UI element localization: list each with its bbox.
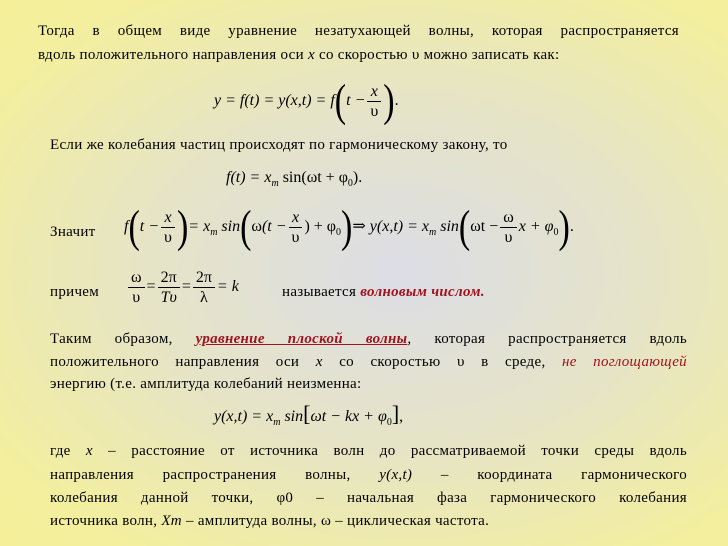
z-paren2-open: ( [240,201,252,252]
z-sin2: sin [440,218,459,236]
z-sin1: sin [221,218,241,236]
z-wt: ωt − [470,218,499,236]
z-t2: (t − [261,218,287,236]
intro-text: вдоль положительного направления оси [38,47,308,63]
definitions-line-1 [50,442,687,461]
eq1-t: t − [346,92,366,110]
pf-d3: λ [200,289,208,306]
z-num2: x [289,208,303,228]
frac-den: υ [370,103,379,120]
eq3-sin: sin [284,408,304,425]
z-den1: υ [164,229,172,246]
wave-number-caption [282,283,485,302]
intro-line-2 [38,46,679,65]
z-num1: x [161,208,175,228]
eq2-end: ). [352,169,363,186]
p3-l1b: , которая распространяется вдоль [407,331,687,347]
intro-text-end: со скоростью υ можно записать как: [314,47,560,63]
z-m2: m [428,227,437,239]
z-w1: ω [251,218,262,236]
p3-l2a: положительного направления оси [50,354,316,370]
harmonic-sentence: Если же колебания частиц происходят по гармоническому закону, то [50,137,508,153]
z-fraction-3 [500,208,517,247]
pf-n2: 2π [158,268,180,288]
z-paren2-close: ) [341,201,353,252]
p4-x: x [85,443,93,459]
definitions-line-2 [50,466,687,485]
paren-open: ( [334,75,347,126]
pf-n1: ω [128,268,145,288]
z-end: . [569,218,574,236]
equation-plane-wave [214,401,403,428]
p4-l2b: – координата гармонического [412,467,687,483]
z-xphi: x + φ [518,218,554,236]
z-zero2: 0 [553,227,559,239]
pf-1 [128,268,145,307]
equation-wave-general [214,75,399,126]
z-paren1-open: ( [128,201,140,252]
eq3-bracket-open: [ [303,401,311,426]
p3-l2b: со скоростью υ в среде, [322,354,562,370]
pf-2 [158,268,180,307]
pf-d1: υ [132,289,141,306]
z-den3: υ [504,229,513,246]
pf-eq2: = [181,278,191,296]
eq3-inner: ωt − kx + φ [310,408,387,425]
pf-3 [193,268,215,307]
z-paren3-close: ) [558,201,570,252]
z-t1: t − [139,218,160,236]
equation-substitution [124,201,574,252]
pf-k: = k [216,278,239,296]
non-absorbing-term: не поглощающей [561,354,687,370]
plane-wave-line-3: энергию (т.е. амплитуда колебаний неизменна: [50,376,362,392]
eq3-end: , [399,408,404,425]
eq2-lhs: f(t) = x [226,169,272,186]
plane-wave-line-2 [50,353,687,372]
definitions-line-4 [50,512,489,531]
z-f: f [124,218,129,236]
pf-n3: 2π [193,268,215,288]
frac-num: x [367,82,381,102]
p4-l4b: – амплитуда волны, ω – циклическая частота. [181,513,490,529]
intro-line-1: Тогда в общем виде уравнение незатухающей волны, которая распространяется [38,23,679,39]
p4-xm: Xm [161,513,182,529]
definitions-line-3: колебания данной точки, φ0 – начальная фаза гармонического колебания [50,490,687,506]
prichem-label: причем [50,284,100,300]
eq3-sub-m: m [273,417,281,428]
z-phi1: ) + φ [304,218,337,236]
p3-l1a: Таким образом, [50,331,196,347]
znachit-label: Значит [50,224,96,240]
z-fraction-1 [161,208,175,247]
p3-axis-x: x [315,354,323,370]
eq3-sub-0: 0 [386,417,392,428]
wave-number-term: волновым числом. [360,284,485,300]
pf-d2: Tυ [160,289,177,306]
equation-wave-number [126,268,239,307]
eq2-rhs: sin(ωt + φ [282,169,348,186]
p4-l4a: источника волн, [50,513,162,529]
p4-l2a: направления распространения волны, [50,467,380,483]
eq2-sub-m: m [271,178,279,189]
eq2-sub-0: 0 [347,178,353,189]
eq1-left: y = f(t) = y(x,t) = f [214,92,335,110]
z-fraction-2 [289,208,303,247]
z-den2: υ [291,229,300,246]
z-arrow: ⇒ [352,218,366,236]
z-y: y(x,t) = x [369,218,429,236]
z-m1: m [210,227,218,239]
paren-close: ) [383,75,395,126]
plane-wave-line-1 [50,330,687,349]
pf-eq1: = [146,278,156,296]
equation-harmonic [226,169,362,189]
p4-l1a: где [50,443,86,459]
p4-l1b: – расстояние от источника волн до рассматриваемой точки среды вдоль [92,443,687,459]
axis-x: x [307,47,315,63]
eq3-bracket-close: ] [391,401,400,426]
p4-yxt: y(x,t) [379,467,413,483]
plane-wave-term: уравнение плоской волны [195,331,408,347]
fraction-x-over-v [367,82,381,121]
z-eqx: = x [188,218,211,236]
z-paren3-open: ( [458,201,471,252]
called-text: называется [282,284,361,300]
z-zero1: 0 [336,227,342,239]
eq3-lhs: y(x,t) = x [214,408,274,425]
z-paren1-close: ) [176,201,189,252]
eq1-end: . [394,92,399,110]
z-num3: ω [500,208,517,228]
